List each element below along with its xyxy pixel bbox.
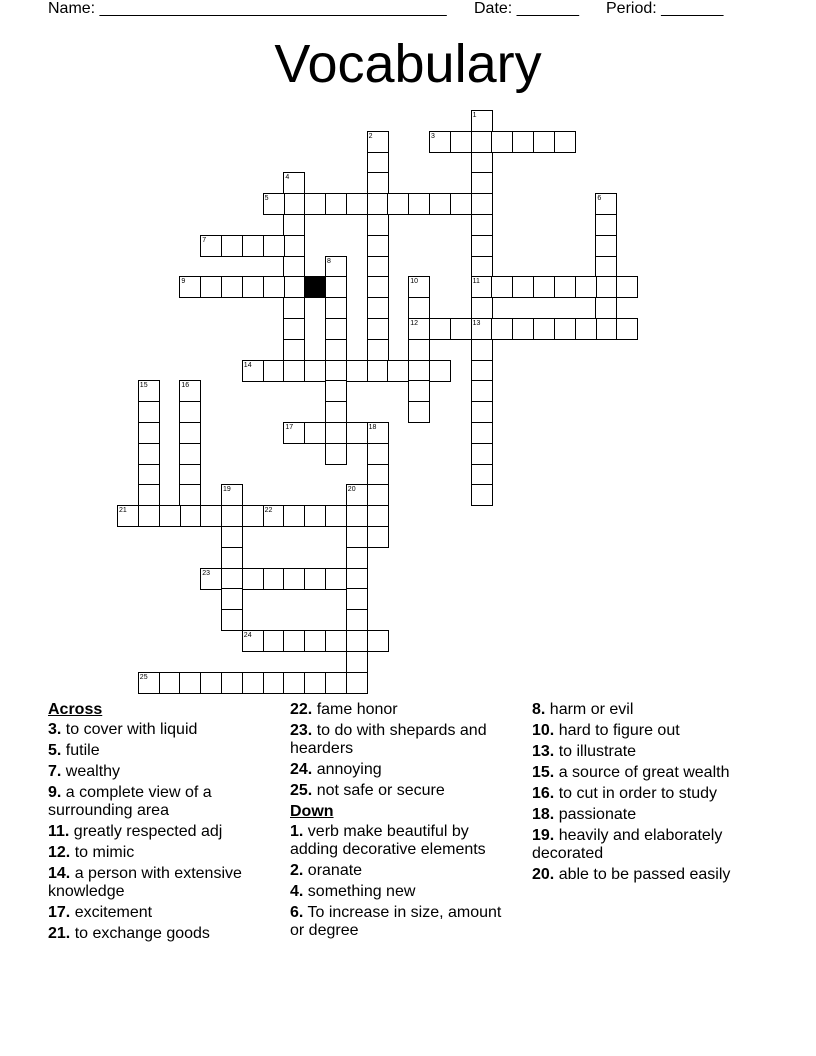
- clue-number: 3.: [48, 721, 62, 738]
- clue-number: 12.: [48, 844, 71, 861]
- grid-cell[interactable]: [471, 214, 493, 236]
- grid-cell[interactable]: [283, 505, 305, 527]
- grid-cell[interactable]: [325, 193, 347, 215]
- period-line: _______: [661, 0, 724, 17]
- grid-cell[interactable]: [346, 651, 368, 673]
- grid-cell[interactable]: [325, 360, 347, 382]
- clue-item: [48, 784, 278, 820]
- grid-cell[interactable]: [471, 172, 493, 194]
- clue-item: [532, 764, 762, 782]
- clue-number-label: 12: [410, 320, 418, 327]
- grid-cell[interactable]: [367, 318, 389, 340]
- clues-column-3: [532, 701, 762, 887]
- grid-cell[interactable]: [595, 276, 617, 298]
- grid-cell[interactable]: [242, 505, 264, 527]
- grid-cell[interactable]: [221, 235, 243, 257]
- clue-number-label: 4: [285, 174, 290, 182]
- grid-cell[interactable]: [325, 630, 347, 652]
- grid-cell[interactable]: [471, 297, 493, 319]
- clue-number-label: 16: [181, 382, 190, 390]
- grid-cell[interactable]: [471, 360, 493, 382]
- clue-number-label: 9: [181, 278, 186, 286]
- grid-cell[interactable]: [138, 505, 160, 527]
- grid-cell[interactable]: [179, 401, 201, 423]
- grid-cell[interactable]: [346, 526, 368, 548]
- grid-cell[interactable]: [346, 547, 368, 569]
- grid-cell[interactable]: [200, 505, 222, 527]
- clue-number-label: 20: [347, 486, 356, 494]
- clue-text: to mimic: [70, 844, 135, 861]
- grid-cell[interactable]: [242, 235, 264, 257]
- grid-cell[interactable]: [471, 401, 493, 423]
- grid-cell[interactable]: [179, 443, 201, 465]
- grid-cell[interactable]: [304, 360, 326, 382]
- grid-cell[interactable]: [325, 339, 347, 361]
- clue-text: wealthy: [61, 763, 121, 780]
- grid-cell[interactable]: [533, 318, 555, 340]
- grid-cell[interactable]: [471, 422, 493, 444]
- clue-text: to illustrate: [554, 743, 637, 760]
- grid-cell[interactable]: [304, 505, 326, 527]
- clue-number-label: 11: [472, 278, 480, 286]
- clue-item: [48, 721, 278, 739]
- name-label: Name:: [48, 0, 96, 17]
- grid-cell[interactable]: [346, 588, 368, 610]
- clue-text: to exchange goods: [70, 925, 210, 942]
- grid-cell[interactable]: [367, 526, 389, 548]
- grid-cell[interactable]: [471, 193, 493, 215]
- grid-cell[interactable]: [408, 297, 430, 319]
- grid-cell[interactable]: [346, 505, 368, 527]
- grid-cell[interactable]: [471, 443, 493, 465]
- grid-cell[interactable]: [346, 672, 368, 694]
- name-line: _______________________________________: [99, 0, 447, 17]
- clue-number-label: 18: [368, 424, 377, 431]
- clue-number: 14.: [48, 865, 71, 882]
- grid-cell[interactable]: [367, 152, 389, 174]
- clue-number-label: 17: [285, 424, 294, 431]
- clue-text: hard to figure out: [554, 722, 680, 739]
- clue-number: 5.: [48, 742, 62, 759]
- grid-cell[interactable]: [221, 505, 243, 527]
- grid-cell[interactable]: [283, 360, 305, 382]
- clue-text: something new: [303, 883, 416, 900]
- grid-cell[interactable]: [242, 672, 264, 694]
- grid-cell[interactable]: [367, 256, 389, 278]
- grid-cell[interactable]: [367, 235, 389, 257]
- grid-cell[interactable]: [367, 443, 389, 465]
- grid-cell[interactable]: [595, 235, 617, 257]
- clue-number-label: 10: [410, 278, 418, 286]
- grid-cell[interactable]: [283, 256, 305, 278]
- grid-cell[interactable]: [221, 588, 243, 610]
- clue-item: [290, 722, 518, 758]
- clue-number: 11.: [48, 823, 70, 840]
- clue-number: 25.: [290, 782, 313, 799]
- clue-text: excitement: [70, 904, 153, 921]
- grid-cell[interactable]: [138, 443, 160, 465]
- grid-cell[interactable]: [325, 443, 347, 465]
- grid-cell[interactable]: [325, 422, 347, 444]
- clue-list: [290, 701, 518, 800]
- clue-item: [532, 785, 762, 803]
- grid-cell[interactable]: [346, 193, 368, 215]
- grid-cell[interactable]: [595, 214, 617, 236]
- clue-item: [290, 823, 518, 859]
- grid-cell[interactable]: [263, 235, 285, 257]
- clue-text: a complete view of a surrounding area: [48, 784, 212, 819]
- page-title: Vocabulary: [274, 34, 542, 94]
- grid-cell[interactable]: [138, 484, 160, 506]
- grid-cell[interactable]: [554, 276, 576, 298]
- clue-number: 17.: [48, 904, 71, 921]
- grid-cell[interactable]: [263, 672, 285, 694]
- grid-cell[interactable]: [367, 172, 389, 194]
- clue-item: [290, 701, 518, 719]
- grid-cell[interactable]: [367, 484, 389, 506]
- grid-cell[interactable]: [450, 193, 472, 215]
- clue-text: harm or evil: [545, 701, 634, 718]
- clue-number-label: 7: [202, 236, 207, 244]
- clue-item: [48, 823, 278, 841]
- clue-number-label: 2: [368, 132, 373, 140]
- grid-cell[interactable]: [263, 568, 285, 590]
- grid-cell[interactable]: [367, 505, 389, 527]
- grid-cell[interactable]: [512, 276, 534, 298]
- clue-text: not safe or secure: [312, 782, 445, 799]
- clue-number: 23.: [290, 722, 313, 739]
- clues-column-2: [290, 701, 518, 943]
- clue-number-label: 19: [223, 486, 231, 494]
- clue-number: 21.: [48, 925, 71, 942]
- clue-number: 16.: [532, 785, 555, 802]
- grid-cell[interactable]: [450, 318, 472, 340]
- clue-number-label: 6: [597, 195, 602, 203]
- grid-cell[interactable]: [471, 484, 493, 506]
- grid-cell[interactable]: [242, 276, 264, 298]
- grid-cell[interactable]: [616, 276, 638, 298]
- grid-cell[interactable]: [138, 422, 160, 444]
- grid-cell[interactable]: [533, 276, 555, 298]
- grid-cell[interactable]: [367, 360, 389, 382]
- grid-cell[interactable]: [159, 505, 181, 527]
- grid-cell[interactable]: [325, 568, 347, 590]
- grid-cell[interactable]: [471, 235, 493, 257]
- clue-item: [48, 925, 278, 943]
- period-label: Period:: [606, 0, 657, 17]
- grid-cell[interactable]: [408, 360, 430, 382]
- grid-cell[interactable]: [304, 422, 326, 444]
- grid-cell[interactable]: [263, 630, 285, 652]
- clue-number: 4.: [290, 883, 304, 900]
- clue-text: To increase in size, amount or degree: [290, 904, 502, 939]
- grid-cell[interactable]: [408, 401, 430, 423]
- grid-cell[interactable]: [471, 256, 493, 278]
- grid-cell[interactable]: [283, 214, 305, 236]
- clue-text: annoying: [312, 761, 382, 778]
- clue-list: [290, 823, 518, 940]
- clue-number: 6.: [290, 904, 304, 921]
- clue-number: 8.: [532, 701, 546, 718]
- grid-cell[interactable]: [283, 339, 305, 361]
- clue-number-label: 1: [472, 112, 477, 119]
- grid-cell[interactable]: [179, 422, 201, 444]
- grid-cell[interactable]: [471, 339, 493, 361]
- grid-cell[interactable]: [263, 360, 285, 382]
- grid-cell[interactable]: [512, 318, 534, 340]
- grid-cell[interactable]: [138, 464, 160, 486]
- grid-cell[interactable]: [179, 464, 201, 486]
- grid-cell[interactable]: [325, 297, 347, 319]
- clues-column-1: [48, 701, 278, 946]
- clue-text: passionate: [554, 806, 637, 823]
- down-heading: Down: [290, 803, 334, 820]
- grid-cell[interactable]: [346, 422, 368, 444]
- grid-cell[interactable]: [221, 276, 243, 298]
- grid-cell[interactable]: [304, 630, 326, 652]
- grid-cell[interactable]: [595, 297, 617, 319]
- clue-text: greatly respected adj: [69, 823, 223, 840]
- grid-cell[interactable]: [408, 193, 430, 215]
- grid-cell[interactable]: [367, 630, 389, 652]
- grid-cell[interactable]: [346, 568, 368, 590]
- grid-cell[interactable]: [221, 672, 243, 694]
- grid-cell[interactable]: [367, 193, 389, 215]
- grid-cell[interactable]: [325, 318, 347, 340]
- grid-cell[interactable]: [159, 672, 181, 694]
- clue-item: [48, 844, 278, 862]
- grid-cell[interactable]: [283, 276, 305, 298]
- clue-item: [532, 827, 762, 863]
- grid-cell[interactable]: [387, 360, 409, 382]
- clue-item: [532, 806, 762, 824]
- clue-text: verb make beautiful by adding decorative elements: [290, 823, 486, 858]
- grid-cell[interactable]: [221, 609, 243, 631]
- clue-item: [48, 865, 278, 901]
- clue-item: [48, 904, 278, 922]
- grid-cell[interactable]: [200, 672, 222, 694]
- clue-number-label: 22: [264, 507, 273, 515]
- clue-number-label: 15: [139, 382, 148, 390]
- clue-item: [48, 763, 278, 781]
- clue-number-label: 3: [431, 132, 435, 140]
- grid-cell[interactable]: [367, 339, 389, 361]
- grid-cell[interactable]: [221, 568, 243, 590]
- clue-text: to cut in order to study: [554, 785, 717, 802]
- grid-cell[interactable]: [179, 672, 201, 694]
- grid-cell[interactable]: [554, 131, 576, 153]
- grid-cell[interactable]: [533, 131, 555, 153]
- grid-cell[interactable]: [471, 464, 493, 486]
- grid-cell[interactable]: [408, 339, 430, 361]
- grid-cell[interactable]: [595, 256, 617, 278]
- clue-number-label: 25: [139, 673, 148, 681]
- grid-cell[interactable]: [283, 672, 305, 694]
- clue-text: oranate: [303, 862, 363, 879]
- clue-text: a source of great wealth: [554, 764, 730, 781]
- grid-cell[interactable]: [283, 193, 305, 215]
- clue-item: [290, 883, 518, 901]
- clue-number: 7.: [48, 763, 62, 780]
- clue-text: to do with shepards and hearders: [290, 722, 487, 757]
- grid-cell[interactable]: [450, 131, 472, 153]
- grid-cell[interactable]: [471, 380, 493, 402]
- grid-cell[interactable]: [138, 401, 160, 423]
- grid-cell[interactable]: [429, 360, 451, 382]
- clue-item: [290, 904, 518, 940]
- black-square: [304, 276, 326, 298]
- clue-list: [532, 701, 762, 884]
- clue-text: a person with extensive knowledge: [48, 865, 242, 900]
- grid-cell[interactable]: [325, 672, 347, 694]
- clue-number-label: 8: [327, 257, 331, 265]
- grid-cell[interactable]: [283, 568, 305, 590]
- grid-cell[interactable]: [346, 609, 368, 631]
- date-line: _______: [516, 0, 579, 17]
- date-label: Date:: [474, 0, 513, 17]
- clue-list: [48, 721, 278, 943]
- grid-cell[interactable]: [491, 276, 513, 298]
- clue-text: to cover with liquid: [61, 721, 198, 738]
- grid-cell[interactable]: [179, 505, 201, 527]
- clue-item: [532, 701, 762, 719]
- grid-cell[interactable]: [471, 152, 493, 174]
- grid-cell[interactable]: [325, 380, 347, 402]
- grid-cell[interactable]: [429, 193, 451, 215]
- clue-number: 18.: [532, 806, 555, 823]
- clue-text: fame honor: [312, 701, 398, 718]
- grid-cell[interactable]: [595, 318, 617, 340]
- clue-number: 2.: [290, 862, 304, 879]
- grid-cell[interactable]: [346, 360, 368, 382]
- clue-number: 19.: [532, 827, 555, 844]
- grid-cell[interactable]: [221, 547, 243, 569]
- clue-text: able to be passed easily: [554, 866, 731, 883]
- grid-cell[interactable]: [512, 131, 534, 153]
- grid-cell[interactable]: [283, 630, 305, 652]
- clue-number: 10.: [532, 722, 555, 739]
- clue-item: [290, 782, 518, 800]
- clue-number-label: 14: [243, 361, 252, 369]
- grid-cell[interactable]: [429, 318, 451, 340]
- grid-cell[interactable]: [491, 131, 513, 153]
- clue-item: [532, 743, 762, 761]
- grid-cell[interactable]: [283, 235, 305, 257]
- clue-number-label: 13: [472, 320, 481, 327]
- clue-text: heavily and elaborately decorated: [532, 827, 723, 862]
- clue-item: [532, 722, 762, 740]
- clue-number: 24.: [290, 761, 313, 778]
- clue-item: [532, 866, 762, 884]
- grid-cell[interactable]: [242, 568, 264, 590]
- grid-cell[interactable]: [575, 276, 597, 298]
- clue-number: 20.: [532, 866, 555, 883]
- clue-item: [290, 862, 518, 880]
- grid-cell[interactable]: [387, 193, 409, 215]
- clue-number-label: 23: [202, 569, 210, 577]
- clue-number: 1.: [290, 823, 304, 840]
- grid-cell[interactable]: [471, 131, 493, 153]
- clue-number: 9.: [48, 784, 62, 801]
- grid-cell[interactable]: [304, 193, 326, 215]
- grid-cell[interactable]: [221, 526, 243, 548]
- clue-number-label: 5: [264, 195, 269, 203]
- grid-cell[interactable]: [325, 276, 347, 298]
- grid-cell[interactable]: [346, 630, 368, 652]
- grid-cell[interactable]: [283, 297, 305, 319]
- grid-cell[interactable]: [367, 276, 389, 298]
- grid-cell[interactable]: [554, 318, 576, 340]
- grid-cell[interactable]: [616, 318, 638, 340]
- grid-cell[interactable]: [304, 568, 326, 590]
- clue-number: 22.: [290, 701, 313, 718]
- grid-cell[interactable]: [408, 380, 430, 402]
- grid-cell[interactable]: [367, 297, 389, 319]
- grid-cell[interactable]: [367, 464, 389, 486]
- grid-cell[interactable]: [575, 318, 597, 340]
- across-heading: Across: [48, 701, 103, 718]
- grid-cell[interactable]: [283, 318, 305, 340]
- grid-cell[interactable]: [325, 505, 347, 527]
- grid-cell[interactable]: [304, 672, 326, 694]
- grid-cell[interactable]: [179, 484, 201, 506]
- grid-cell[interactable]: [200, 276, 222, 298]
- clue-number: 15.: [532, 764, 555, 781]
- grid-cell[interactable]: [491, 318, 513, 340]
- clue-item: [48, 742, 278, 760]
- grid-cell[interactable]: [263, 276, 285, 298]
- clue-item: [290, 761, 518, 779]
- clue-text: futile: [61, 742, 100, 759]
- clue-number: 13.: [532, 743, 555, 760]
- grid-cell[interactable]: [325, 401, 347, 423]
- grid-cell[interactable]: [367, 214, 389, 236]
- clue-number-label: 21: [119, 507, 127, 515]
- clue-number-label: 24: [243, 632, 252, 639]
